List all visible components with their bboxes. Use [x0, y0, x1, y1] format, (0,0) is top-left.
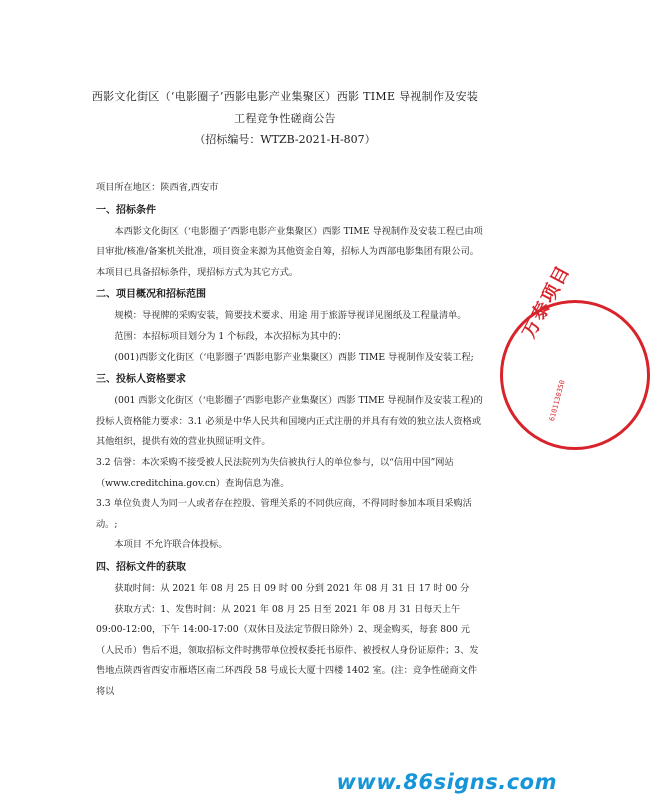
paragraph: 范围：本招标项目划分为 1 个标段，本次招标为其中的：	[114, 330, 347, 342]
document-body	[96, 178, 486, 702]
section-4	[96, 557, 486, 703]
section-heading: 三、投标人资格要求	[96, 374, 186, 386]
bid-code: （招标编号：WTZB-2021-H-807）	[194, 133, 376, 146]
paragraph: (001)西影文化街区（‘电影圈子’西影电影产业集聚区）西影 TIME 导视制作及安装工程;	[114, 351, 474, 363]
section-heading: 一、招标条件	[96, 204, 156, 216]
document-header	[60, 86, 510, 150]
paragraph: 3.3 单位负责人为同一人或者存在控股、管理关系的不同供应商，不得同时参加本项目采购活动。;	[96, 498, 472, 530]
paragraph: 3.2 信誉：本次采购不接受被人民法院列为失信被执行人的单位参与，以“信用中国”网站（www.creditchina.gov.cn）查询信息为准。	[96, 456, 454, 489]
paragraph: 获取方式：1、发售时间：从 2021 年 08 月 25 日至 2021 年 08 月 31 日每天上午 09:00-12:00，下午 14:00-17:00（双休日及法定节假日除外）2、现金购买，每套 800 元（人民币）售后不退，领取招标文件时携带单位授权委托书原件、被授权人身份证原件；3、发售地点陕西省西安市雁塔区南二环西段 58 号成长大厦十四楼 1402 室。(注：竞争性磋商文件将以	[96, 603, 479, 697]
site-watermark: www.86signs.com	[336, 770, 557, 794]
document-title-line-1: 西影文化街区（‘电影圈子’西影电影产业集聚区）西影 TIME 导视制作及安装	[91, 90, 479, 103]
paragraph: 本项目 不允许联合体投标。	[114, 539, 228, 551]
document-title-line-2: 工程竞争性磋商公告	[234, 112, 336, 125]
paragraph: 本西影文化街区（‘电影圈子’西影电影产业集聚区）西影 TIME 导视制作及安装工程已由项目审批/核准/备案机关批准，项目资金来源为其他资金自筹，招标人为西部电影集团有限公司。本项目已具备招标条件，现招标方式为其它方式。	[96, 225, 483, 278]
paragraph: (001 西影文化街区（‘电影圈子’西影电影产业集聚区）西影 TIME 导视制作及安装工程)的投标人资格能力要求：3.1 必须是中华人民共和国境内正式注册的并具有有效的独立法人资格或其他组织，提供有效的营业执照证明文件。	[96, 395, 483, 448]
paragraph: 规模：导视牌的采购安装，简要技术要求、用途 用于旅游导视详见图纸及工程量清单。	[114, 310, 467, 322]
project-location: 项目所在地区：陕西省,西安市	[96, 182, 219, 193]
section-2	[96, 284, 486, 368]
section-1	[96, 200, 486, 284]
paragraph: 获取时间：从 2021 年 08 月 25 日 09 时 00 分到 2021 年 08 月 31 日 17 时 00 分	[114, 582, 470, 594]
section-3	[96, 369, 486, 556]
section-heading: 四、招标文件的获取	[96, 561, 186, 573]
company-seal-number: 6101130350	[548, 379, 567, 423]
section-heading: 二、项目概况和招标范围	[96, 289, 206, 301]
company-seal-text: 万泰项目	[518, 261, 575, 342]
